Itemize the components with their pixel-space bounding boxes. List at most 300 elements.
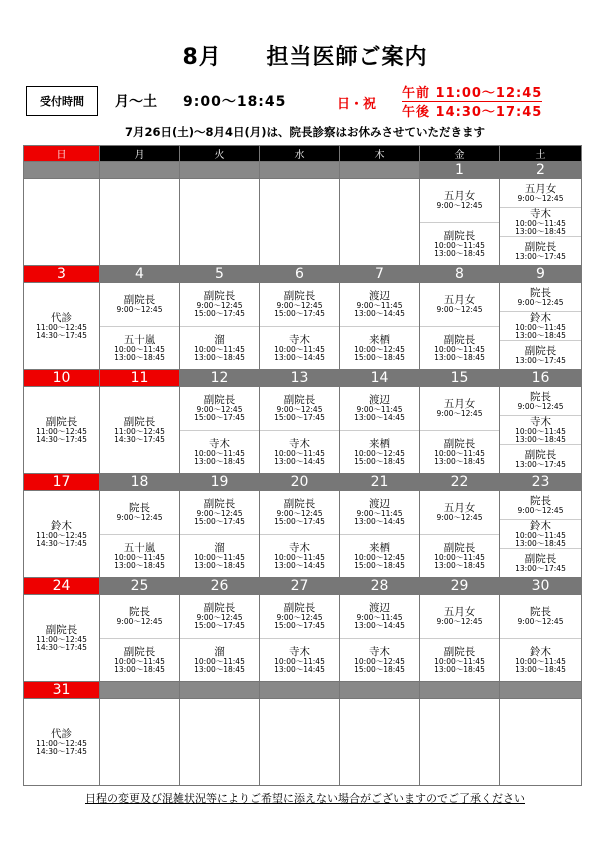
doctor-name: 副院長 bbox=[443, 645, 476, 658]
day-cell bbox=[420, 491, 500, 578]
doctor-slot bbox=[420, 638, 499, 682]
consult-time: 15:00～17:45 bbox=[194, 309, 245, 319]
doctor-slot bbox=[100, 638, 179, 682]
weekday-header: 火 bbox=[180, 146, 260, 162]
schedule-row bbox=[24, 283, 582, 370]
day-number bbox=[500, 682, 582, 699]
consult-time: 10:00～11:45 bbox=[434, 240, 485, 250]
doctor-slot bbox=[180, 326, 259, 370]
day-cell bbox=[500, 699, 582, 786]
day-cell bbox=[180, 283, 260, 370]
doctor-slot bbox=[500, 340, 581, 369]
doctor-name: 副院長 bbox=[45, 624, 78, 636]
doctor-slot bbox=[260, 534, 339, 578]
holiday-pm-hours: 午後 14:30～17:45 bbox=[402, 105, 543, 120]
consult-time: 9:00～12:45 bbox=[436, 409, 483, 419]
day-number: 22 bbox=[420, 474, 500, 491]
holiday-am-hours: 午前 11:00～12:45 bbox=[402, 82, 542, 102]
consult-time: 13:00～18:45 bbox=[434, 248, 485, 258]
day-number: 18 bbox=[100, 474, 180, 491]
day-number-row bbox=[24, 370, 582, 387]
consult-time: 13:00～17:45 bbox=[515, 356, 566, 365]
doctor-name: 五月女 bbox=[443, 502, 476, 515]
doctor-name: 副院長 bbox=[283, 290, 316, 303]
day-cell bbox=[24, 179, 100, 266]
consult-time: 10:00～11:45 bbox=[194, 552, 245, 562]
doctor-name: 鈴木 bbox=[51, 520, 72, 532]
day-cell bbox=[100, 699, 180, 786]
consult-time: 14:30～17:45 bbox=[114, 435, 165, 444]
doctor-slot bbox=[180, 387, 259, 430]
consult-time: 15:00～18:45 bbox=[354, 560, 405, 570]
doctor-name: 副院長 bbox=[203, 290, 236, 303]
day-cell bbox=[500, 283, 582, 370]
day-cell bbox=[260, 595, 340, 682]
doctor-slot bbox=[260, 638, 339, 682]
consult-time: 9:00～12:45 bbox=[517, 506, 564, 515]
doctor-slot bbox=[180, 638, 259, 682]
consult-time: 9:00～12:45 bbox=[517, 298, 564, 307]
day-cell bbox=[260, 179, 340, 266]
doctor-slot bbox=[260, 491, 339, 534]
consult-time: 13:00～14:45 bbox=[274, 560, 325, 570]
day-number: 20 bbox=[260, 474, 340, 491]
consult-time: 13:00～18:45 bbox=[515, 331, 566, 340]
doctor-slot bbox=[100, 491, 179, 534]
day-number: 26 bbox=[180, 578, 260, 595]
day-cell bbox=[420, 283, 500, 370]
consult-time: 13:00～14:45 bbox=[274, 664, 325, 674]
weekday-header: 水 bbox=[260, 146, 340, 162]
day-number: 16 bbox=[500, 370, 582, 387]
day-number bbox=[180, 162, 260, 179]
consult-time: 10:00～11:45 bbox=[274, 656, 325, 666]
consult-time: 15:00～17:45 bbox=[194, 413, 245, 423]
doctor-name: 副院長 bbox=[443, 229, 476, 242]
doctor-name: 副院長 bbox=[524, 241, 557, 253]
consult-time: 10:00～11:45 bbox=[515, 219, 566, 228]
doctor-slot bbox=[500, 207, 581, 236]
consult-time: 9:00～11:45 bbox=[356, 613, 403, 623]
consult-time: 13:00～14:45 bbox=[354, 413, 405, 423]
doctor-slot bbox=[24, 387, 99, 473]
day-number-row bbox=[24, 474, 582, 491]
doctor-slot bbox=[260, 595, 339, 638]
consult-time: 13:00～14:45 bbox=[354, 517, 405, 527]
consult-time: 9:00～12:45 bbox=[276, 613, 323, 623]
consult-time: 15:00～17:45 bbox=[274, 309, 325, 319]
doctor-name: 副院長 bbox=[524, 449, 557, 461]
consult-time: 15:00～18:45 bbox=[354, 456, 405, 466]
day-cell bbox=[180, 699, 260, 786]
schedule-row bbox=[24, 179, 582, 266]
doctor-name: 副院長 bbox=[123, 416, 156, 428]
consult-time: 9:00～12:45 bbox=[196, 509, 243, 519]
consult-time: 13:00～18:45 bbox=[194, 664, 245, 674]
day-cell bbox=[260, 283, 340, 370]
consult-time: 13:00～18:45 bbox=[434, 456, 485, 466]
day-number: 4 bbox=[100, 266, 180, 283]
consult-time: 15:00～18:45 bbox=[354, 352, 405, 362]
doctor-name: 寺木 bbox=[289, 541, 310, 554]
day-number: 5 bbox=[180, 266, 260, 283]
doctor-name: 鈴木 bbox=[530, 520, 551, 532]
doctor-slot bbox=[420, 534, 499, 578]
hours-time: 9:00～18:45 bbox=[183, 94, 287, 110]
doctor-name: 院長 bbox=[530, 287, 551, 299]
doctor-name: 副院長 bbox=[45, 416, 78, 428]
day-cell bbox=[100, 595, 180, 682]
day-cell bbox=[340, 387, 420, 474]
doctor-name: 副院長 bbox=[283, 498, 316, 511]
consult-time: 9:00～12:45 bbox=[196, 405, 243, 415]
consult-time: 13:00～18:45 bbox=[194, 352, 245, 362]
day-number: 31 bbox=[24, 682, 100, 699]
consult-time: 10:00～11:45 bbox=[114, 656, 165, 666]
doctor-name: 渡辺 bbox=[369, 394, 390, 407]
schedule-calendar bbox=[23, 145, 582, 786]
doctor-slot bbox=[24, 595, 99, 681]
consult-time: 9:00～12:45 bbox=[116, 617, 163, 627]
day-cell bbox=[24, 387, 100, 474]
consult-time: 9:00～12:45 bbox=[517, 402, 564, 411]
doctor-name: 副院長 bbox=[283, 602, 316, 615]
hours-days: 月～土 bbox=[115, 94, 157, 110]
doctor-slot bbox=[340, 491, 419, 534]
notice-text: 7月26日(土)～8月4日(月)は、院長診察はお休みさせていただきます bbox=[124, 125, 486, 139]
day-cell bbox=[180, 595, 260, 682]
day-number bbox=[420, 682, 500, 699]
doctor-slot bbox=[340, 430, 419, 474]
day-number bbox=[100, 162, 180, 179]
consult-time: 13:00～18:45 bbox=[114, 352, 165, 362]
consult-time: 9:00～12:45 bbox=[196, 301, 243, 311]
day-cell bbox=[420, 699, 500, 786]
weekday-header: 月 bbox=[100, 146, 180, 162]
weekday-header: 土 bbox=[500, 146, 582, 162]
doctor-slot bbox=[500, 283, 581, 311]
doctor-slot bbox=[340, 387, 419, 430]
consult-time: 13:00～17:45 bbox=[515, 252, 566, 261]
doctor-slot bbox=[100, 387, 179, 473]
doctor-name: 寺木 bbox=[209, 437, 230, 450]
doctor-slot bbox=[340, 638, 419, 682]
consult-time: 13:00～18:45 bbox=[434, 560, 485, 570]
doctor-name: 院長 bbox=[129, 606, 150, 619]
doctor-name: 副院長 bbox=[203, 394, 236, 407]
hours-label: 受付時間 bbox=[26, 86, 98, 116]
doctor-slot bbox=[100, 595, 179, 638]
doctor-slot bbox=[340, 595, 419, 638]
day-cell bbox=[340, 283, 420, 370]
day-number: 24 bbox=[24, 578, 100, 595]
day-number: 1 bbox=[420, 162, 500, 179]
doctor-name: 溜 bbox=[214, 333, 225, 346]
doctor-name: 五十嵐 bbox=[123, 333, 156, 346]
footer-note: 日程の変更及び混雑状況等によりご希望に添えない場合がございますのでご了承ください bbox=[85, 792, 525, 805]
day-number: 12 bbox=[180, 370, 260, 387]
doctor-name: 鈴木 bbox=[530, 312, 551, 324]
day-number-row bbox=[24, 266, 582, 283]
weekday-header: 木 bbox=[340, 146, 420, 162]
doctor-slot bbox=[24, 699, 99, 785]
day-number: 7 bbox=[340, 266, 420, 283]
doctor-name: 溜 bbox=[214, 645, 225, 658]
doctor-slot bbox=[420, 326, 499, 370]
day-number: 3 bbox=[24, 266, 100, 283]
day-cell bbox=[420, 595, 500, 682]
consult-time: 13:00～18:45 bbox=[434, 664, 485, 674]
consult-time: 11:00～12:45 bbox=[36, 323, 87, 332]
doctor-slot bbox=[100, 534, 179, 578]
day-number bbox=[340, 682, 420, 699]
doctor-name: 寺木 bbox=[369, 645, 390, 658]
day-number: 13 bbox=[260, 370, 340, 387]
consult-time: 10:00～11:45 bbox=[274, 552, 325, 562]
day-cell bbox=[340, 179, 420, 266]
day-cell bbox=[420, 387, 500, 474]
consult-time: 14:30～17:45 bbox=[36, 643, 87, 652]
doctor-name: 副院長 bbox=[443, 333, 476, 346]
consult-time: 13:00～14:45 bbox=[274, 352, 325, 362]
schedule-row bbox=[24, 387, 582, 474]
consult-time: 10:00～12:45 bbox=[354, 344, 405, 354]
consult-time: 13:00～14:45 bbox=[354, 309, 405, 319]
doctor-slot bbox=[180, 595, 259, 638]
day-number bbox=[260, 162, 340, 179]
day-cell bbox=[420, 179, 500, 266]
day-cell bbox=[500, 387, 582, 474]
consult-time: 13:00～17:45 bbox=[515, 460, 566, 469]
day-number: 2 bbox=[500, 162, 582, 179]
consult-time: 14:30～17:45 bbox=[36, 331, 87, 340]
doctor-slot bbox=[180, 430, 259, 474]
doctor-name: 寺木 bbox=[289, 333, 310, 346]
schedule-row bbox=[24, 595, 582, 682]
consult-time: 13:00～18:45 bbox=[114, 664, 165, 674]
doctor-slot bbox=[500, 491, 581, 519]
day-cell bbox=[500, 179, 582, 266]
month-label: 8月 bbox=[182, 45, 222, 70]
doctor-slot bbox=[500, 311, 581, 340]
consult-time: 13:00～18:45 bbox=[515, 664, 566, 674]
day-number-row bbox=[24, 682, 582, 699]
doctor-name: 来栖 bbox=[369, 541, 390, 554]
day-cell bbox=[24, 491, 100, 578]
consult-time: 10:00～11:45 bbox=[434, 448, 485, 458]
doctor-slot bbox=[180, 534, 259, 578]
doctor-slot bbox=[500, 519, 581, 548]
consult-time: 10:00～11:45 bbox=[515, 323, 566, 332]
doctor-name: 代診 bbox=[51, 312, 72, 324]
consult-time: 9:00～12:45 bbox=[436, 513, 483, 523]
consult-time: 15:00～17:45 bbox=[274, 621, 325, 631]
page-title bbox=[0, 40, 610, 71]
day-number: 6 bbox=[260, 266, 340, 283]
day-number: 19 bbox=[180, 474, 260, 491]
consult-time: 15:00～18:45 bbox=[354, 664, 405, 674]
day-number: 30 bbox=[500, 578, 582, 595]
doctor-slot bbox=[340, 326, 419, 370]
consult-time: 14:30～17:45 bbox=[36, 539, 87, 548]
day-number: 10 bbox=[24, 370, 100, 387]
doctor-name: 院長 bbox=[530, 495, 551, 507]
doctor-name: 副院長 bbox=[123, 645, 156, 658]
doctor-slot bbox=[500, 638, 581, 682]
consult-time: 9:00～12:45 bbox=[276, 405, 323, 415]
doctor-name: 副院長 bbox=[283, 394, 316, 407]
consult-time: 10:00～11:45 bbox=[515, 656, 566, 666]
doctor-slot bbox=[180, 491, 259, 534]
consult-time: 9:00～12:45 bbox=[436, 305, 483, 315]
consult-time: 10:00～11:45 bbox=[194, 656, 245, 666]
consult-time: 15:00～17:45 bbox=[194, 621, 245, 631]
consult-time: 15:00～17:45 bbox=[194, 517, 245, 527]
consult-time: 10:00～11:45 bbox=[194, 344, 245, 354]
doctor-name: 溜 bbox=[214, 541, 225, 554]
consult-time: 9:00～12:45 bbox=[196, 613, 243, 623]
doctor-name: 副院長 bbox=[443, 437, 476, 450]
doctor-name: 院長 bbox=[530, 606, 551, 619]
day-number bbox=[180, 682, 260, 699]
day-number-row bbox=[24, 162, 582, 179]
doctor-name: 寺木 bbox=[530, 208, 551, 220]
doctor-name: 寺木 bbox=[289, 645, 310, 658]
consult-time: 13:00～18:45 bbox=[515, 435, 566, 444]
doctor-name: 副院長 bbox=[123, 294, 156, 307]
day-number: 9 bbox=[500, 266, 582, 283]
consult-time: 13:00～18:45 bbox=[515, 539, 566, 548]
consult-time: 10:00～11:45 bbox=[274, 448, 325, 458]
day-number: 21 bbox=[340, 474, 420, 491]
doctor-slot bbox=[24, 283, 99, 369]
day-cell bbox=[340, 491, 420, 578]
consult-time: 10:00～11:45 bbox=[194, 448, 245, 458]
consult-time: 13:00～18:45 bbox=[114, 560, 165, 570]
consult-time: 9:00～12:45 bbox=[517, 194, 564, 203]
day-cell bbox=[500, 595, 582, 682]
consult-time: 13:00～18:45 bbox=[194, 456, 245, 466]
doctor-name: 副院長 bbox=[524, 345, 557, 357]
consult-time: 10:00～12:45 bbox=[354, 656, 405, 666]
doctor-slot bbox=[500, 415, 581, 444]
day-cell bbox=[180, 387, 260, 474]
doctor-slot bbox=[340, 283, 419, 326]
day-number bbox=[260, 682, 340, 699]
doctor-slot bbox=[500, 387, 581, 415]
doctor-name: 副院長 bbox=[203, 498, 236, 511]
doctor-name: 渡辺 bbox=[369, 498, 390, 511]
consult-time: 11:00～12:45 bbox=[36, 739, 87, 748]
doctor-slot bbox=[100, 326, 179, 370]
consult-time: 10:00～11:45 bbox=[114, 552, 165, 562]
day-cell bbox=[100, 491, 180, 578]
day-number: 15 bbox=[420, 370, 500, 387]
day-number: 17 bbox=[24, 474, 100, 491]
doctor-slot bbox=[420, 222, 499, 266]
doctor-slot bbox=[260, 283, 339, 326]
consult-time: 11:00～12:45 bbox=[36, 635, 87, 644]
day-cell bbox=[500, 491, 582, 578]
day-number bbox=[340, 162, 420, 179]
day-number: 25 bbox=[100, 578, 180, 595]
day-number: 27 bbox=[260, 578, 340, 595]
consult-time: 13:00～18:45 bbox=[194, 560, 245, 570]
doctor-slot bbox=[260, 430, 339, 474]
consult-time: 9:00～12:45 bbox=[436, 617, 483, 627]
consult-time: 15:00～17:45 bbox=[274, 517, 325, 527]
doctor-slot bbox=[100, 283, 179, 326]
consult-time: 11:00～12:45 bbox=[114, 427, 165, 436]
doctor-name: 副院長 bbox=[203, 602, 236, 615]
day-number: 29 bbox=[420, 578, 500, 595]
consult-time: 10:00～11:45 bbox=[114, 344, 165, 354]
consult-time: 10:00～11:45 bbox=[434, 552, 485, 562]
day-cell bbox=[260, 491, 340, 578]
doctor-name: 副院長 bbox=[443, 541, 476, 554]
doctor-slot bbox=[420, 430, 499, 474]
consult-time: 13:00～17:45 bbox=[515, 564, 566, 573]
doctor-name: 渡辺 bbox=[369, 290, 390, 303]
title-label: 担当医師ご案内 bbox=[266, 45, 428, 70]
day-cell bbox=[340, 699, 420, 786]
doctor-slot bbox=[500, 548, 581, 577]
doctor-name: 五月女 bbox=[443, 294, 476, 307]
consult-time: 9:00～12:45 bbox=[276, 509, 323, 519]
consult-time: 11:00～12:45 bbox=[36, 531, 87, 540]
doctor-name: 五月女 bbox=[443, 190, 476, 203]
doctor-name: 五月女 bbox=[524, 183, 557, 195]
day-number bbox=[24, 162, 100, 179]
consult-time: 14:30～17:45 bbox=[36, 435, 87, 444]
day-number: 11 bbox=[100, 370, 180, 387]
day-number: 14 bbox=[340, 370, 420, 387]
consult-time: 14:30～17:45 bbox=[36, 747, 87, 756]
weekday-header-row bbox=[24, 146, 582, 162]
doctor-slot bbox=[24, 491, 99, 577]
day-number-row bbox=[24, 578, 582, 595]
consult-time: 13:00～18:45 bbox=[515, 227, 566, 236]
doctor-name: 院長 bbox=[530, 391, 551, 403]
doctor-slot bbox=[500, 444, 581, 473]
doctor-name: 副院長 bbox=[524, 553, 557, 565]
doctor-slot bbox=[420, 387, 499, 430]
consult-time: 11:00～12:45 bbox=[36, 427, 87, 436]
day-cell bbox=[340, 595, 420, 682]
doctor-name: 寺木 bbox=[289, 437, 310, 450]
consult-time: 13:00～14:45 bbox=[354, 621, 405, 631]
day-cell bbox=[24, 283, 100, 370]
consult-time: 10:00～11:45 bbox=[434, 656, 485, 666]
doctor-slot bbox=[500, 179, 581, 207]
doctor-slot bbox=[420, 491, 499, 534]
doctor-slot bbox=[500, 236, 581, 265]
doctor-name: 五十嵐 bbox=[123, 541, 156, 554]
doctor-slot bbox=[420, 595, 499, 638]
doctor-name: 渡辺 bbox=[369, 602, 390, 615]
day-cell bbox=[100, 179, 180, 266]
consult-time: 9:00～11:45 bbox=[356, 509, 403, 519]
consult-time: 10:00～12:45 bbox=[354, 448, 405, 458]
doctor-name: 鈴木 bbox=[530, 645, 551, 658]
day-cell bbox=[260, 699, 340, 786]
day-cell bbox=[24, 595, 100, 682]
schedule-row bbox=[24, 699, 582, 786]
schedule-row bbox=[24, 491, 582, 578]
consult-time: 9:00～12:45 bbox=[116, 305, 163, 315]
doctor-name: 来栖 bbox=[369, 333, 390, 346]
doctor-slot bbox=[260, 387, 339, 430]
